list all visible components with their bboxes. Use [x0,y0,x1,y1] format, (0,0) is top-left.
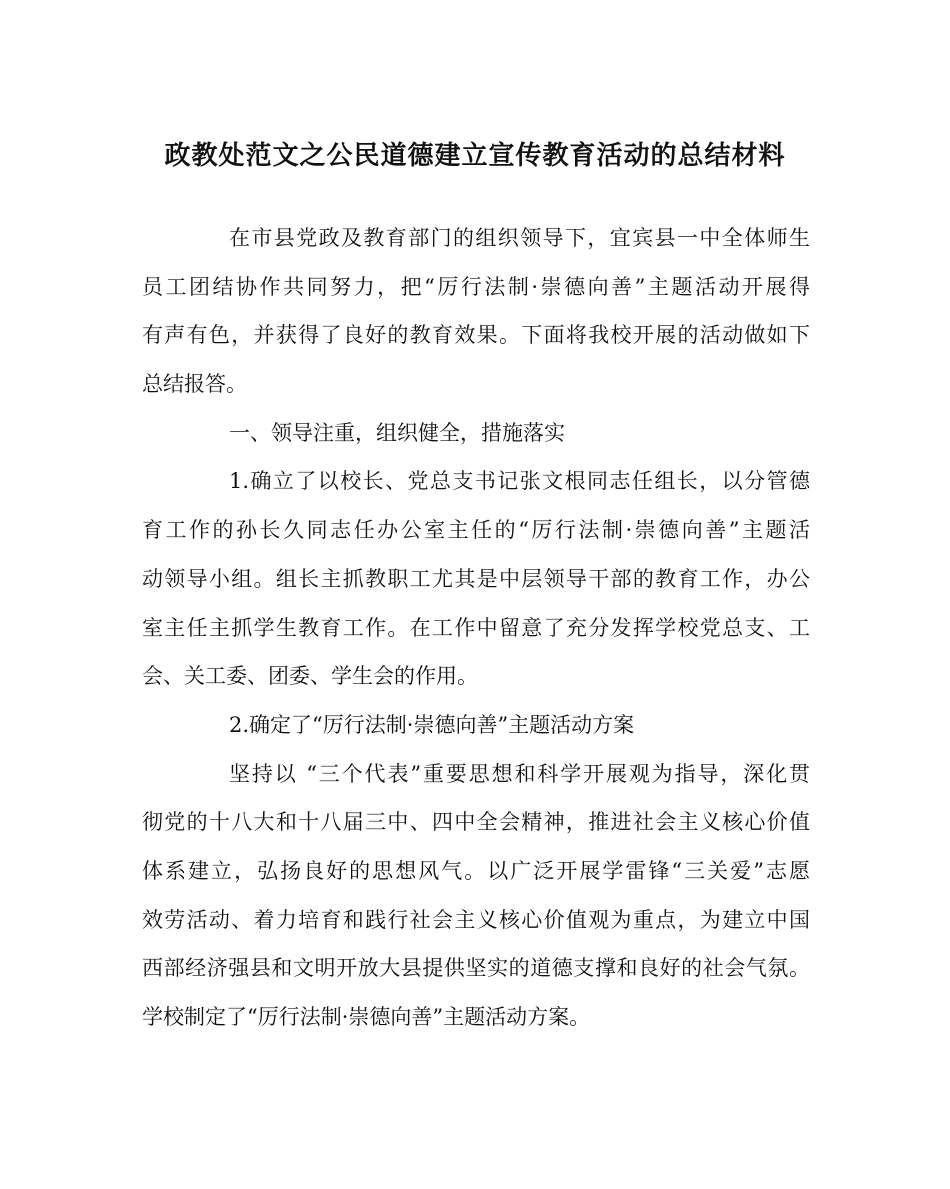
paragraph-line: 坚持以 “三个代表”重要思想和科学开展观为指导，深化贯 [229,761,810,786]
document-title: 政教处范文之公民道德建立宣传教育活动的总结材料 [164,141,786,171]
paragraph-line: 动领导小组。组长主抓教职工尤其是中层领导干部的教育工作，办公 [142,566,810,591]
subsection-heading: 2.确定了“厉行法制·崇德向善”主题活动方案 [229,712,635,737]
paragraph-line: 有声有色，并获得了良好的教育效果。下面将我校开展的活动做如下 [142,323,810,348]
paragraph-line: 在市县党政及教育部门的组织领导下，宜宾县一中全体师生 [229,226,810,250]
paragraph-line: 总结报答。 [142,372,247,397]
paragraph-line: 员工团结协作共同努力，把“厉行法制·崇德向善”主题活动开展得 [142,274,810,299]
paragraph-line: 育工作的孙长久同志任办公室主任的“厉行法制·崇德向善”主题活 [142,518,810,543]
paragraph-line: 体系建立，弘扬良好的思想风气。以广泛开展学雷锋“三关爱”志愿 [142,858,810,883]
paragraph-line: 彻党的十八大和十八届三中、四中全会精神，推进社会主义核心价值 [142,810,810,835]
paragraph-line: 会、关工委、团委、学生会的作用。 [142,664,478,689]
paragraph-line: 效劳活动、着力培育和践行社会主义核心价值观为重点，为建立中国 [142,907,810,932]
paragraph-line: 室主任主抓学生教育工作。在工作中留意了充分发挥学校党总支、工 [142,615,810,640]
document-body [142,218,810,1046]
paragraph-line: 学校制定了“厉行法制·崇德向善”主题活动方案。 [142,1005,591,1029]
paragraph-line: 1.确立了以校长、党总支书记张文根同志任组长，以分管德 [229,469,810,494]
section-heading: 一、领导注重，组织健全，措施落实 [229,420,565,445]
paragraph-line: 西部经济强县和文明开放大县提供坚实的道德支撑和良好的社会气氛。 [142,956,810,981]
